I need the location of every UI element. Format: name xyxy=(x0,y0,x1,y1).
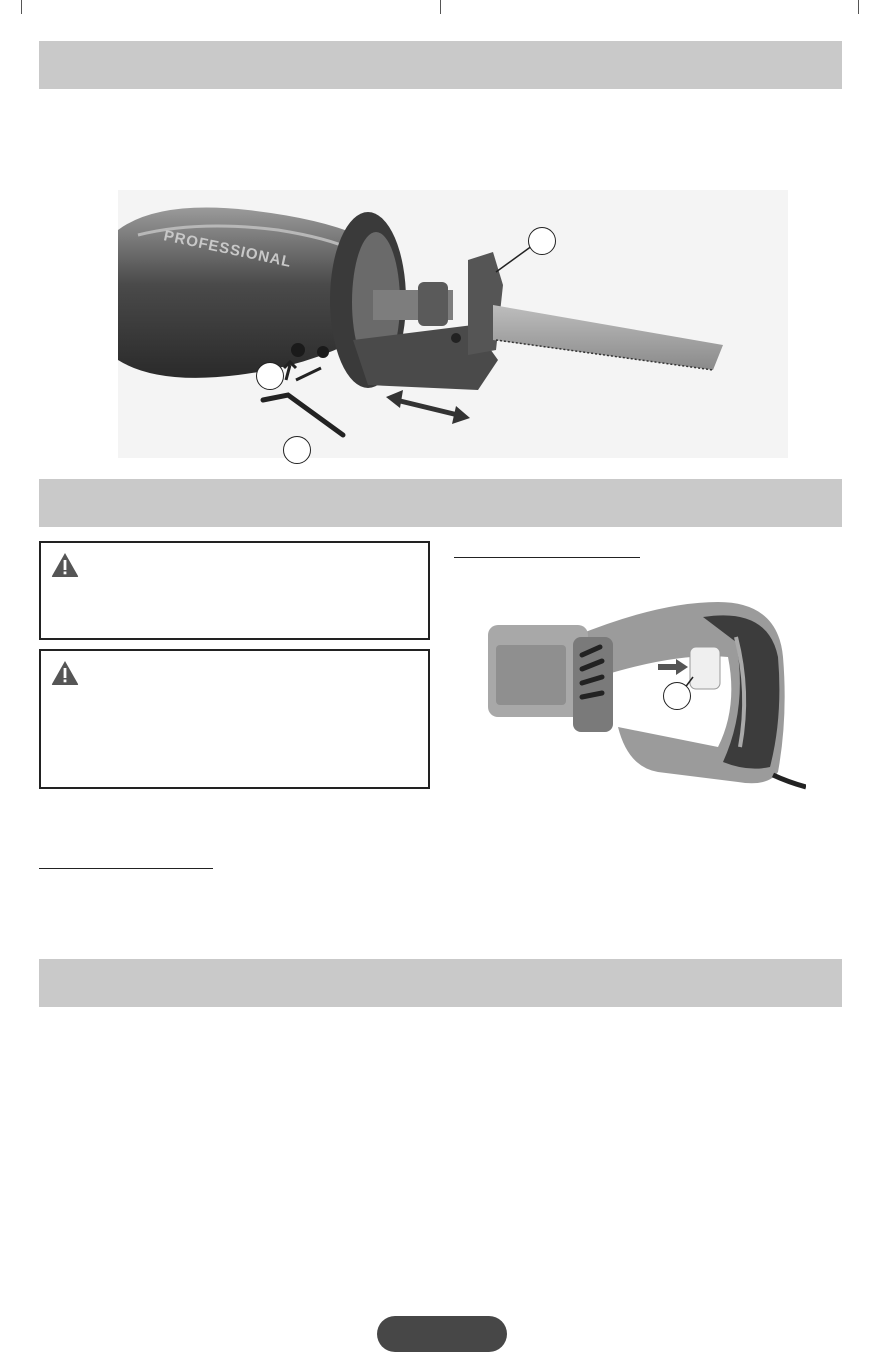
figure1-callout-screw xyxy=(256,362,284,390)
warning-triangle-icon xyxy=(51,660,79,686)
figure1-callout-blade xyxy=(528,227,556,255)
brand-text: PROFESSIONAL xyxy=(162,227,294,272)
crop-mark-right xyxy=(858,0,859,14)
page-number-pill xyxy=(377,1316,507,1352)
left-column-heading xyxy=(39,868,213,869)
section-header-2 xyxy=(39,479,842,527)
trigger-button xyxy=(690,647,720,689)
right-column-heading xyxy=(454,557,640,558)
warning-box-1 xyxy=(39,541,430,640)
crop-mark-left xyxy=(21,0,22,14)
saw-trigger-photo xyxy=(478,597,806,795)
section-header-1 xyxy=(39,41,842,89)
warning-box-2 xyxy=(39,649,430,789)
saw-blade-clamp-photo xyxy=(118,190,788,458)
section-header-3 xyxy=(39,959,842,1007)
figure1-callout-key xyxy=(283,436,311,464)
crop-mark-center xyxy=(440,0,441,14)
warning-triangle-icon xyxy=(51,552,79,578)
figure2-callout-trigger xyxy=(663,682,691,710)
